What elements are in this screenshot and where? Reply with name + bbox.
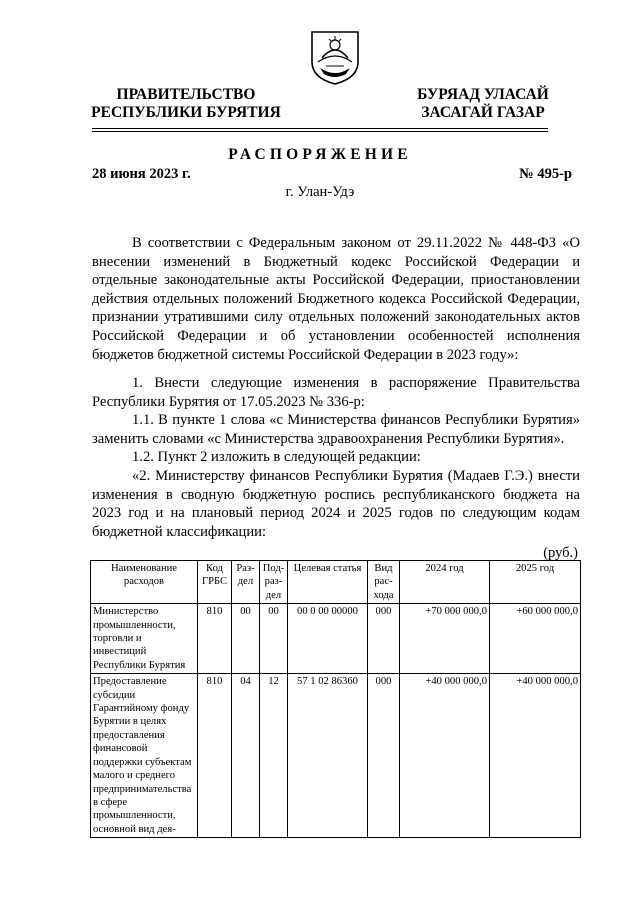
column-header: Код ГРБС: [198, 561, 232, 604]
header-divider-top: [92, 128, 548, 129]
paragraph-1-1: 1.1. В пункте 1 слова «с Министерства финансов Республики Бурятия» заменить словами «с Министерства здравоохранения Республики Бурятия».: [92, 412, 580, 447]
column-header: 2025 год: [490, 561, 581, 604]
cell-vid: 000: [368, 604, 400, 674]
paragraph-2: «2. Министерству финансов Республики Бурятия (Мадаев Г.Э.) внести изменения в сводную бюджетную роспись республиканского бюджета на 2023 год и на плановый период 2024 и 2025 годов по следующим кодам бюджетной классификации:: [92, 467, 580, 540]
table-row: [91, 674, 581, 838]
table-row: [91, 604, 581, 674]
cell-grbs: 810: [198, 604, 232, 674]
intro-paragraph: [92, 234, 580, 364]
government-name-ru: [86, 86, 286, 122]
government-name-bua: [408, 86, 558, 122]
cell-2025: +60 000 000,0: [490, 604, 581, 674]
cell-name: Министерство промышленности, торговли и инвестиций Республики Бурятия: [91, 604, 198, 674]
document-title: РАСПОРЯЖЕНИЕ: [228, 146, 412, 163]
column-header: Раз-дел: [232, 561, 260, 604]
column-header: Под-раз-дел: [260, 561, 288, 604]
intro-text: В соответствии с Федеральным законом от 29.11.2022 № 448-ФЗ «О внесении изменений в Бюджетный кодекс Российской Федерации и отдельные законодательные акты Российской Федерации, приостановлении действия отдельных положений Бюджетного кодекса Российской Федерации, признании утратившими силу отдельных положений законодательных актов Российской Федерации и об установлении особенностей исполнения бюджетов бюджетной системы Российской Федерации в 2023 году»:: [92, 235, 580, 363]
cell-podrazdel: 12: [260, 674, 288, 838]
header-divider-bottom: [92, 131, 548, 132]
cell-2024: +40 000 000,0: [400, 674, 490, 838]
government-name-bua-line1: БУРЯАД УЛАСАЙ: [417, 86, 549, 103]
buryatia-coat-of-arms-icon: [308, 28, 362, 86]
government-name-ru-line2: РЕСПУБЛИКИ БУРЯТИЯ: [91, 104, 281, 121]
government-name-bua-line2: ЗАСАГАЙ ГАЗАР: [421, 104, 545, 121]
cell-razdel: 00: [232, 604, 260, 674]
cell-2024: +70 000 000,0: [400, 604, 490, 674]
cell-grbs: 810: [198, 674, 232, 838]
column-header: 2024 год: [400, 561, 490, 604]
paragraph-1-2: 1.2. Пункт 2 изложить в следующей редакции:: [132, 449, 421, 466]
paragraph-1: 1. Внести следующие изменения в распоряжение Правительства Республики Бурятия от 17.05.2023 № 336-р:: [92, 375, 580, 410]
cell-vid: 000: [368, 674, 400, 838]
document-date: 28 июня 2023 г.: [92, 166, 191, 182]
column-header: Наименование расходов: [91, 561, 198, 604]
column-header: Вид рас-хода: [368, 561, 400, 604]
amendments-section: [92, 374, 580, 541]
budget-table: [90, 560, 581, 838]
currency-unit: (руб.): [543, 545, 578, 561]
cell-2025: +40 000 000,0: [490, 674, 581, 838]
document-city: г. Улан-Удэ: [285, 184, 355, 200]
government-name-ru-line1: ПРАВИТЕЛЬСТВО: [116, 86, 256, 103]
document-number: № 495-р: [519, 166, 572, 182]
table-header-row: [91, 561, 581, 604]
cell-razdel: 04: [232, 674, 260, 838]
cell-statya: 00 0 00 00000: [288, 604, 368, 674]
column-header: Целевая статья: [288, 561, 368, 604]
cell-podrazdel: 00: [260, 604, 288, 674]
cell-name: Предоставление субсидии Гарантийному фонду Бурятии в целях предоставления финансовой поддержки субъектам малого и среднего предпринимательства в сфере промышленности, основной вид дея-: [91, 674, 198, 838]
cell-statya: 57 1 02 86360: [288, 674, 368, 838]
